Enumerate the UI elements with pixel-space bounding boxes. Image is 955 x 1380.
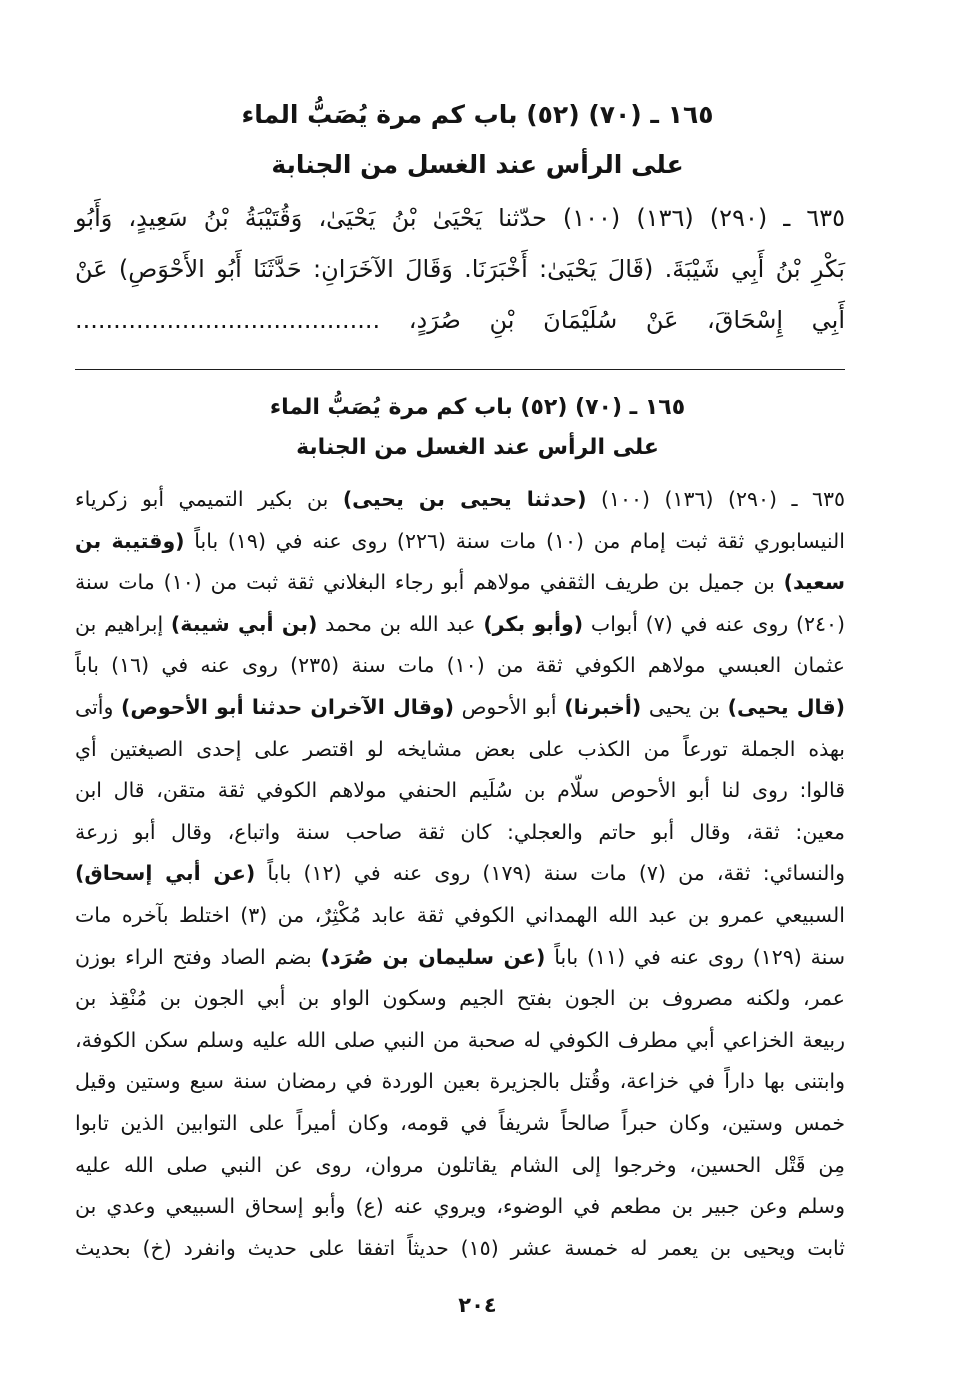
commentary-line (75, 645, 845, 687)
commentary-segment: ربيعة الخزاعي أبي مطرف الكوفي له صحبة من النبي صلى الله عليه وسلم سكن الكوفة، (75, 1027, 845, 1052)
commentary-line (75, 604, 845, 646)
commentary-segment: (٢٤٠) روى عنه في (٧) أبواب (583, 611, 845, 636)
commentary-segment: وأتى (75, 694, 121, 719)
chapter-heading-line-1: ١٦٥ ـ (٧٠) (٥٢) باب كم مرة يُصَبُّ الماء (241, 100, 714, 129)
narrator-name: سعيد) (783, 570, 845, 595)
commentary-line (75, 1103, 845, 1145)
commentary-segment: وسلم وعن جبير بن مطعم في الوضوء، ويروي عنه (ع) وأبو إسحاق السبيعي وعدي بن (75, 1194, 845, 1219)
commentary-segment: خمس وستين، وكان حبراً صالحاً شريفاً في قومه، وكان أميراً على التوابين الذين تابوا (75, 1110, 845, 1135)
chapter-heading-line-2: على الرأس عند الغسل من الجنابة (271, 150, 684, 179)
commentary-line (75, 687, 845, 729)
narrator-name: (عن سليمان بن صُرَد) (320, 944, 546, 969)
commentary-line (75, 1228, 845, 1270)
commentary-segment: والنسائي: ثقة، من (٧) مات سنة (١٧٩) روى عنه في (١٢) باباً (255, 861, 846, 886)
commentary-segment: ٦٣٥ ـ (٢٩٠) (١٣٦) (١٠٠) (586, 487, 846, 511)
narrator-name: (حدثنا يحيى بن يحيى) (342, 487, 587, 511)
hadith-line: بَكْرِ بْنُ أَبِي شَيْبَةَ. (قَالَ يَحْيَىٰ: أَخْبَرَنَا. وَقَالَ الآخَرَانِ: حَدَّثَنَا أَبُو الأَحْوَصِ) عَنْ (75, 255, 845, 283)
commentary-segment: بن جميل بن طريف الثقفي مولاهم أبو رجاء البغلاني ثقة ثبت من (١٠) مات سنة (75, 570, 784, 595)
commentary-text (75, 479, 845, 1269)
narrator-name: (قال يحيى) (727, 694, 846, 719)
commentary-line (75, 770, 845, 812)
commentary-line (75, 1020, 845, 1062)
commentary-line (75, 853, 845, 895)
commentary-segment: وابتنى بها داراً في خزاعة، وقُتل بالجزيرة بعين الوردة في رمضان سنة سبع وستين وقيل (75, 1069, 845, 1094)
commentary-segment: النيسابوري ثقة ثبت إمام من (١٠) مات سنة (٢٢٦) روى عنه في (١٩) باباً (184, 528, 845, 553)
commentary-heading-line-1: ١٦٥ ـ (٧٠) (٥٢) باب كم مرة يُصَبُّ الماء (269, 395, 686, 420)
narrator-name: (أخبرنا) (564, 694, 642, 719)
separator-rule (75, 369, 845, 370)
commentary-segment: إبراهيم بن (75, 611, 171, 636)
commentary-heading (0, 388, 955, 468)
commentary-segment: سنة (١٢٩) روى عنه في (١١) باباً (545, 944, 846, 969)
commentary-line (75, 729, 845, 771)
commentary-line (75, 812, 845, 854)
commentary-segment: بن بكير التميمي أبو زكرياء (75, 487, 343, 511)
commentary-segment: قالوا: روى لنا أبو الأحوص سلّام بن سُلَيم الحنفي مولاهم الكوفي ثقة متقن، قال ابن (75, 778, 845, 803)
commentary-segment: ثابت ويحيى بن يعمر له خمسة عشر (١٥) حديثاً اتفقا على حديث وانفرد (خ) بحديث (75, 1235, 845, 1260)
hadith-text (75, 193, 845, 346)
narrator-name: (وأبو بكر) (483, 611, 584, 636)
commentary-segment: بهذه الجملة تورعاً من الكذب على بعض مشايخه لو اقتصر على إحدى الصيغتين أي (75, 736, 845, 761)
hadith-line: أَبِي إِسْحَاقَ، عَنْ سُلَيْمَانَ بْنِ صُرَدٍ، ........................................ (75, 306, 845, 334)
commentary-heading-line-2: على الرأس عند الغسل من الجنابة (296, 435, 659, 460)
commentary-line (75, 521, 845, 563)
commentary-segment: بن يحيى (641, 694, 728, 719)
commentary-segment: معين: ثقة، وقال أبو حاتم والعجلي: كان ثقة صاحب سنة واتباع، وقال أبو زرعة (75, 819, 845, 844)
narrator-name: (بن أبي شيبة) (170, 611, 318, 636)
commentary-line (75, 978, 845, 1020)
commentary-line (75, 562, 845, 604)
commentary-segment: عثمان العبسي مولاهم الكوفي ثقة من (١٠) مات سنة (٢٣٥) روى عنه في (١٦) باباً (75, 653, 845, 678)
commentary-line (75, 1145, 845, 1187)
commentary-line (75, 895, 845, 937)
chapter-heading (0, 90, 955, 190)
narrator-name: (وقال الآخران حدثنا أبو الأحوص) (120, 694, 455, 719)
commentary-segment: السبيعي عمرو بن عبد الله الهمداني الكوفي ثقة عابد مُكْثِرٌ، من (٣) اختلط بآخره مات (75, 902, 845, 927)
narrator-name: (وقتيبة بن (75, 528, 185, 553)
commentary-segment: بضم الصاد وفتح الراء بوزن (75, 944, 321, 969)
commentary-segment: عبد الله بن محمد (317, 611, 484, 636)
commentary-segment: مِن قَتْل الحسين، وخرجوا إلى الشام يقاتلون مروان، روى عن النبي صلى الله عليه (75, 1152, 845, 1177)
commentary-segment: عمر، ولكنه مصروف بن الجون بفتح الجيم وسكون الواو بن أبي الجون بن مُنْقِذ بن (75, 986, 845, 1011)
narrator-name: (عن أبي إسحاق) (75, 861, 256, 886)
commentary-line (75, 479, 845, 521)
commentary-line (75, 1186, 845, 1228)
page-number: ٢٠٤ (458, 1293, 497, 1317)
hadith-line: ٦٣٥ ـ (٢٩٠) (١٣٦) (١٠٠) حدّثنا يَحْيَىٰ بْنُ يَحْيَىٰ، وَقُتَيْبَةُ بْنُ سَعِيدٍ، وَأَبُو (75, 204, 846, 232)
commentary-line (75, 1061, 845, 1103)
commentary-line (75, 937, 845, 979)
commentary-segment: أبو الأحوص (454, 694, 565, 719)
